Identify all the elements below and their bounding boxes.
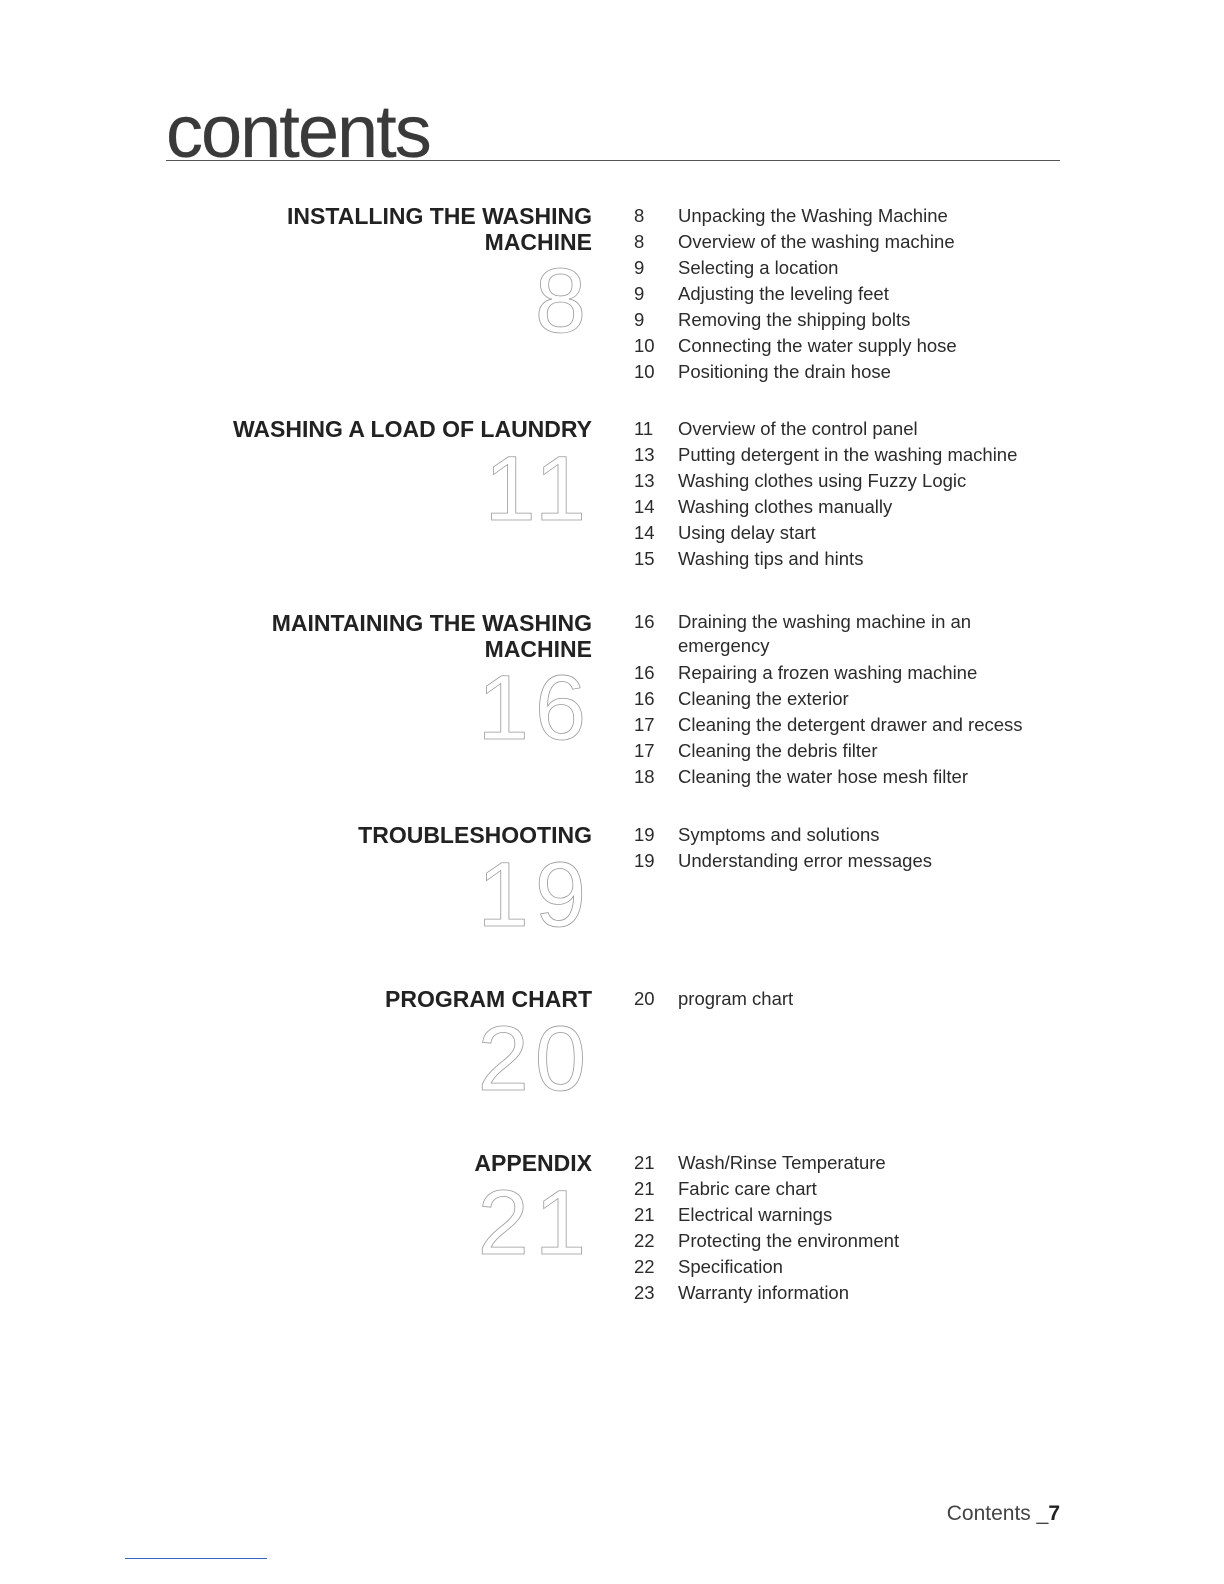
toc-entry[interactable] [634, 468, 1064, 494]
toc-entry-title: Draining the washing machine in an emergency [678, 611, 972, 656]
section-heading-line1: PROGRAM CHART [385, 986, 592, 1012]
toc-entry-page: 9 [634, 257, 645, 278]
toc-entry-title: Removing the shipping bolts [678, 309, 911, 330]
toc-entry-page: 21 [634, 1204, 655, 1225]
bottom-divider [125, 1558, 267, 1559]
toc-entry-title: Washing tips and hints [678, 548, 864, 569]
toc-entry-page: 21 [634, 1178, 655, 1199]
toc-entry-page: 13 [634, 470, 655, 491]
toc-entry-title: Cleaning the debris filter [678, 740, 878, 761]
toc-entry-list [634, 986, 1064, 1012]
toc-entry-list [634, 610, 1064, 790]
section-page-number: 20 [477, 1008, 592, 1110]
footer-label: Contents _ [946, 1502, 1049, 1525]
toc-entry-title: program chart [678, 988, 794, 1009]
toc-entry[interactable] [634, 229, 1064, 255]
toc-entry-list [634, 203, 1064, 385]
toc-entry[interactable] [634, 281, 1064, 307]
toc-entry-page: 22 [634, 1256, 655, 1277]
page-footer [947, 1502, 1060, 1526]
toc-entry-title: Putting detergent in the washing machine [678, 444, 1018, 465]
toc-entry-title: Adjusting the leveling feet [678, 283, 889, 304]
toc-entry-page: 9 [634, 309, 645, 330]
section-page-number: 8 [534, 250, 592, 352]
toc-entry-page: 8 [634, 231, 645, 252]
toc-entry-page: 17 [634, 740, 655, 761]
toc-entry[interactable] [634, 546, 1064, 572]
toc-entry-title: Understanding error messages [678, 850, 932, 871]
toc-entry[interactable] [634, 686, 1064, 712]
toc-entry-title: Unpacking the Washing Machine [678, 205, 948, 226]
toc-entry-title: Electrical warnings [678, 1204, 833, 1225]
toc-entry-title: Using delay start [678, 522, 816, 543]
toc-entry-list [634, 1150, 1064, 1306]
toc-entry[interactable] [634, 203, 1064, 229]
toc-entry-page: 20 [634, 988, 655, 1009]
toc-entry-page: 14 [634, 496, 655, 517]
toc-entry[interactable] [634, 1202, 1064, 1228]
toc-entry-page: 16 [634, 611, 655, 632]
toc-entry-page: 10 [634, 335, 655, 356]
toc-entry[interactable] [634, 307, 1064, 333]
toc-entry-title: Positioning the drain hose [678, 361, 891, 382]
toc-entry-page: 11 [634, 418, 654, 439]
title-divider [166, 160, 1060, 161]
toc-entry[interactable] [634, 442, 1064, 468]
toc-entry-page: 13 [634, 444, 655, 465]
toc-entry-page: 16 [634, 662, 655, 683]
toc-entry-title: Warranty information [678, 1282, 850, 1303]
section-page-number: 16 [477, 657, 592, 759]
toc-entry[interactable] [634, 494, 1064, 520]
section-page-number: 21 [477, 1172, 592, 1274]
toc-entry-page: 19 [634, 850, 655, 871]
footer-page-number: 7 [1048, 1502, 1060, 1525]
toc-entry[interactable] [634, 986, 1064, 1012]
toc-entry-list [634, 822, 1064, 874]
toc-entry-title: Selecting a location [678, 257, 839, 278]
toc-entry-page: 10 [634, 361, 655, 382]
toc-entry-page: 14 [634, 522, 655, 543]
toc-entry-title: Specification [678, 1256, 783, 1277]
toc-entry-title: Connecting the water supply hose [678, 335, 957, 356]
toc-entry[interactable] [634, 520, 1064, 546]
toc-entry[interactable] [634, 738, 1064, 764]
toc-entry-title: Overview of the control panel [678, 418, 918, 439]
toc-entry[interactable] [634, 610, 1064, 660]
toc-entry[interactable] [634, 333, 1064, 359]
section-heading-line1: APPENDIX [474, 1150, 592, 1176]
toc-entry-page: 16 [634, 688, 655, 709]
toc-entry[interactable] [634, 660, 1064, 686]
toc-entry-page: 9 [634, 283, 645, 304]
toc-entry[interactable] [634, 1280, 1064, 1306]
toc-entry-page: 18 [634, 766, 655, 787]
toc-entry[interactable] [634, 416, 1064, 442]
section-heading-line1: WASHING A LOAD OF LAUNDRY [232, 416, 592, 442]
toc-entry[interactable] [634, 1254, 1064, 1280]
toc-entry-page: 22 [634, 1230, 655, 1251]
toc-entry-page: 17 [634, 714, 655, 735]
toc-entry[interactable] [634, 1228, 1064, 1254]
toc-entry-list [634, 416, 1064, 572]
toc-entry-page: 23 [634, 1282, 655, 1303]
page-title: contents [166, 90, 430, 173]
toc-entry-page: 8 [634, 205, 645, 226]
toc-entry[interactable] [634, 359, 1064, 385]
toc-entry[interactable] [634, 1150, 1064, 1176]
toc-entry-title: Washing clothes using Fuzzy Logic [678, 470, 967, 491]
toc-entry-title: Cleaning the water hose mesh filter [678, 766, 968, 787]
toc-entry-page: 15 [634, 548, 655, 569]
section-heading[interactable] [172, 610, 592, 662]
toc-entry[interactable] [634, 255, 1064, 281]
toc-entry[interactable] [634, 764, 1064, 790]
section-heading-line1: TROUBLESHOOTING [358, 822, 592, 848]
toc-entry-title: Cleaning the detergent drawer and recess [678, 714, 1023, 735]
toc-entry-page: 21 [634, 1152, 655, 1173]
section-heading[interactable] [172, 203, 592, 255]
toc-entry-title: Overview of the washing machine [678, 231, 955, 252]
section-heading-line2: MACHINE [484, 229, 592, 255]
section-page-number: 11 [484, 438, 592, 540]
section-page-number: 19 [477, 844, 592, 946]
toc-entry-title: Protecting the environment [678, 1230, 900, 1251]
section-heading-line2: MACHINE [484, 636, 592, 662]
toc-entry[interactable] [634, 822, 1064, 848]
toc-entry-title: Washing clothes manually [678, 496, 893, 517]
toc-entry-title: Fabric care chart [678, 1178, 817, 1199]
section-heading-line1: INSTALLING THE WASHING [287, 203, 592, 229]
toc-entry[interactable] [634, 712, 1064, 738]
toc-entry-title: Repairing a frozen washing machine [678, 662, 978, 683]
toc-entry-page: 19 [634, 824, 655, 845]
toc-entry[interactable] [634, 1176, 1064, 1202]
toc-entry-title: Wash/Rinse Temperature [678, 1152, 886, 1173]
toc-entry-title: Symptoms and solutions [678, 824, 880, 845]
toc-entry-title: Cleaning the exterior [678, 688, 849, 709]
section-heading-line1: MAINTAINING THE WASHING [271, 610, 592, 636]
toc-entry[interactable] [634, 848, 1064, 874]
